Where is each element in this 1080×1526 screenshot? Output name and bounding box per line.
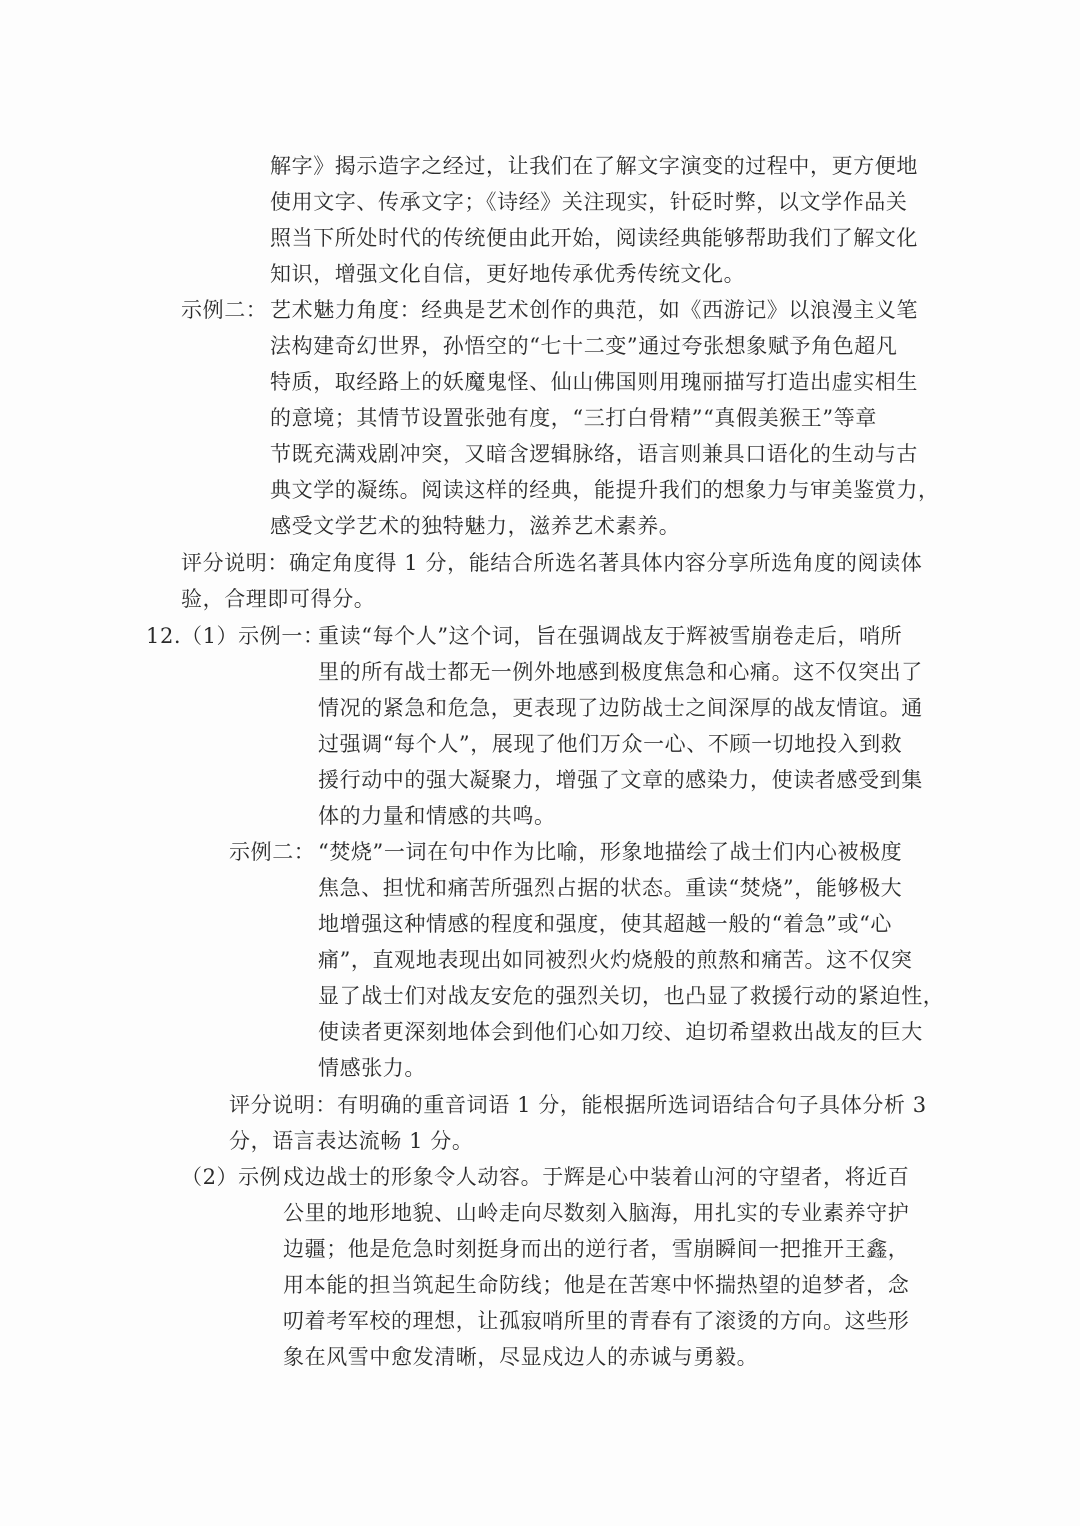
example-two-line: 法构建奇幻世界，孙悟空的“七十二变”通过夸张想象赋予角色超凡 [270,334,898,358]
scoring-note: 评分说明：确定角度得 1 分，能结合所选名著具体内容分享所选角度的阅读体 [181,551,923,575]
example-two-line: 典文学的凝练。阅读这样的经典，能提升我们的想象力与审美鉴赏力， [270,478,940,502]
part-two-line: 戍边战士的形象令人动容。于辉是心中装着山河的守望者，将近百 [283,1165,910,1189]
part-one-example-two-line: 痛”，直观地表现出如同被烈火灼烧般的煎熬和痛苦。这不仅突 [318,948,913,972]
part-one-example-one-line: 过强调“每个人”，展现了他们万众一心、不顾一切地投入到救 [318,732,903,756]
part-one-example-two-line: 情感张力。 [318,1056,426,1080]
part-one-scoring-note: 分，语言表达流畅 1 分。 [229,1129,474,1153]
example-two-line: 节既充满戏剧冲突，又暗含逻辑脉络，语言则兼具口语化的生动与古 [270,442,918,466]
part-one-example-one-line: 体的力量和情感的共鸣。 [318,804,556,828]
intro-line: 知识，增强文化自信，更好地传承优秀传统文化。 [270,262,746,286]
part-two-line: 象在风雪中愈发清晰，尽显戍边人的赤诚与勇毅。 [283,1345,759,1369]
part-one-label: （1）示例一： [181,624,325,648]
part-one-example-two-line: “焚烧”一词在句中作为比喻，形象地描绘了战士们内心被极度 [318,840,903,864]
scoring-note: 验，合理即可得分。 [181,587,376,611]
part-two-line: 公里的地形地貌、山岭走向尽数刻入脑海，用扎实的专业素养守护 [283,1201,910,1225]
part-one-scoring-note: 评分说明：有明确的重音词语 1 分，能根据所选词语结合句子具体分析 3 [229,1093,927,1117]
part-one-example-one-line: 重读“每个人”这个词，旨在强调战友于辉被雪崩卷走后，哨所 [318,624,903,648]
intro-line: 使用文字、传承文字；《诗经》关注现实，针砭时弊，以文学作品关 [270,190,908,214]
example-two-line: 特质，取经路上的妖魔鬼怪、仙山佛国则用瑰丽描写打造出虚实相生 [270,370,918,394]
part-one-example-two-line: 使读者更深刻地体会到他们心如刀绞、迫切希望救出战友的巨大 [318,1020,923,1044]
intro-line: 解字》揭示造字之经过，让我们在了解文字演变的过程中，更方便地 [270,154,918,178]
example-two-line: 感受文学艺术的独特魅力，滋养艺术素养。 [270,514,681,538]
part-two-label: （2）示例： [181,1165,303,1189]
example-two-line: 的意境；其情节设置张弛有度，“三打白骨精”“真假美猴王”等章 [270,406,877,430]
part-one-example-two-label: 示例二： [229,840,316,864]
part-two-line: 用本能的担当筑起生命防线；他是在苦寒中怀揣热望的追梦者，念 [283,1273,910,1297]
part-one-example-two-line: 显了战士们对战友安危的强烈关切，也凸显了救援行动的紧迫性， [318,984,945,1008]
part-one-example-one-line: 里的所有战士都无一例外地感到极度焦急和心痛。这不仅突出了 [318,660,923,684]
intro-line: 照当下所处时代的传统便由此开始，阅读经典能够帮助我们了解文化 [270,226,918,250]
part-one-example-two-line: 焦急、担忧和痛苦所强烈占据的状态。重读“焚烧”，能够极大 [318,876,903,900]
part-one-example-two-line: 地增强这种情感的程度和强度，使其超越一般的“着急”或“心 [318,912,893,936]
part-one-example-one-line: 援行动中的强大凝聚力，增强了文章的感染力，使读者感受到集 [318,768,923,792]
part-two-line: 叨着考军校的理想，让孤寂哨所里的青春有了滚烫的方向。这些形 [283,1309,910,1333]
part-two-line: 边疆；他是危急时刻挺身而出的逆行者，雪崩瞬间一把推开王鑫， [283,1237,910,1261]
question-number: 12. [146,624,182,648]
example-two-line: 艺术魅力角度：经典是艺术创作的典范，如《西游记》以浪漫主义笔 [270,298,918,322]
example-two-label: 示例二： [181,298,268,322]
part-one-example-one-line: 情况的紧急和危急，更表现了边防战士之间深厚的战友情谊。通 [318,696,923,720]
